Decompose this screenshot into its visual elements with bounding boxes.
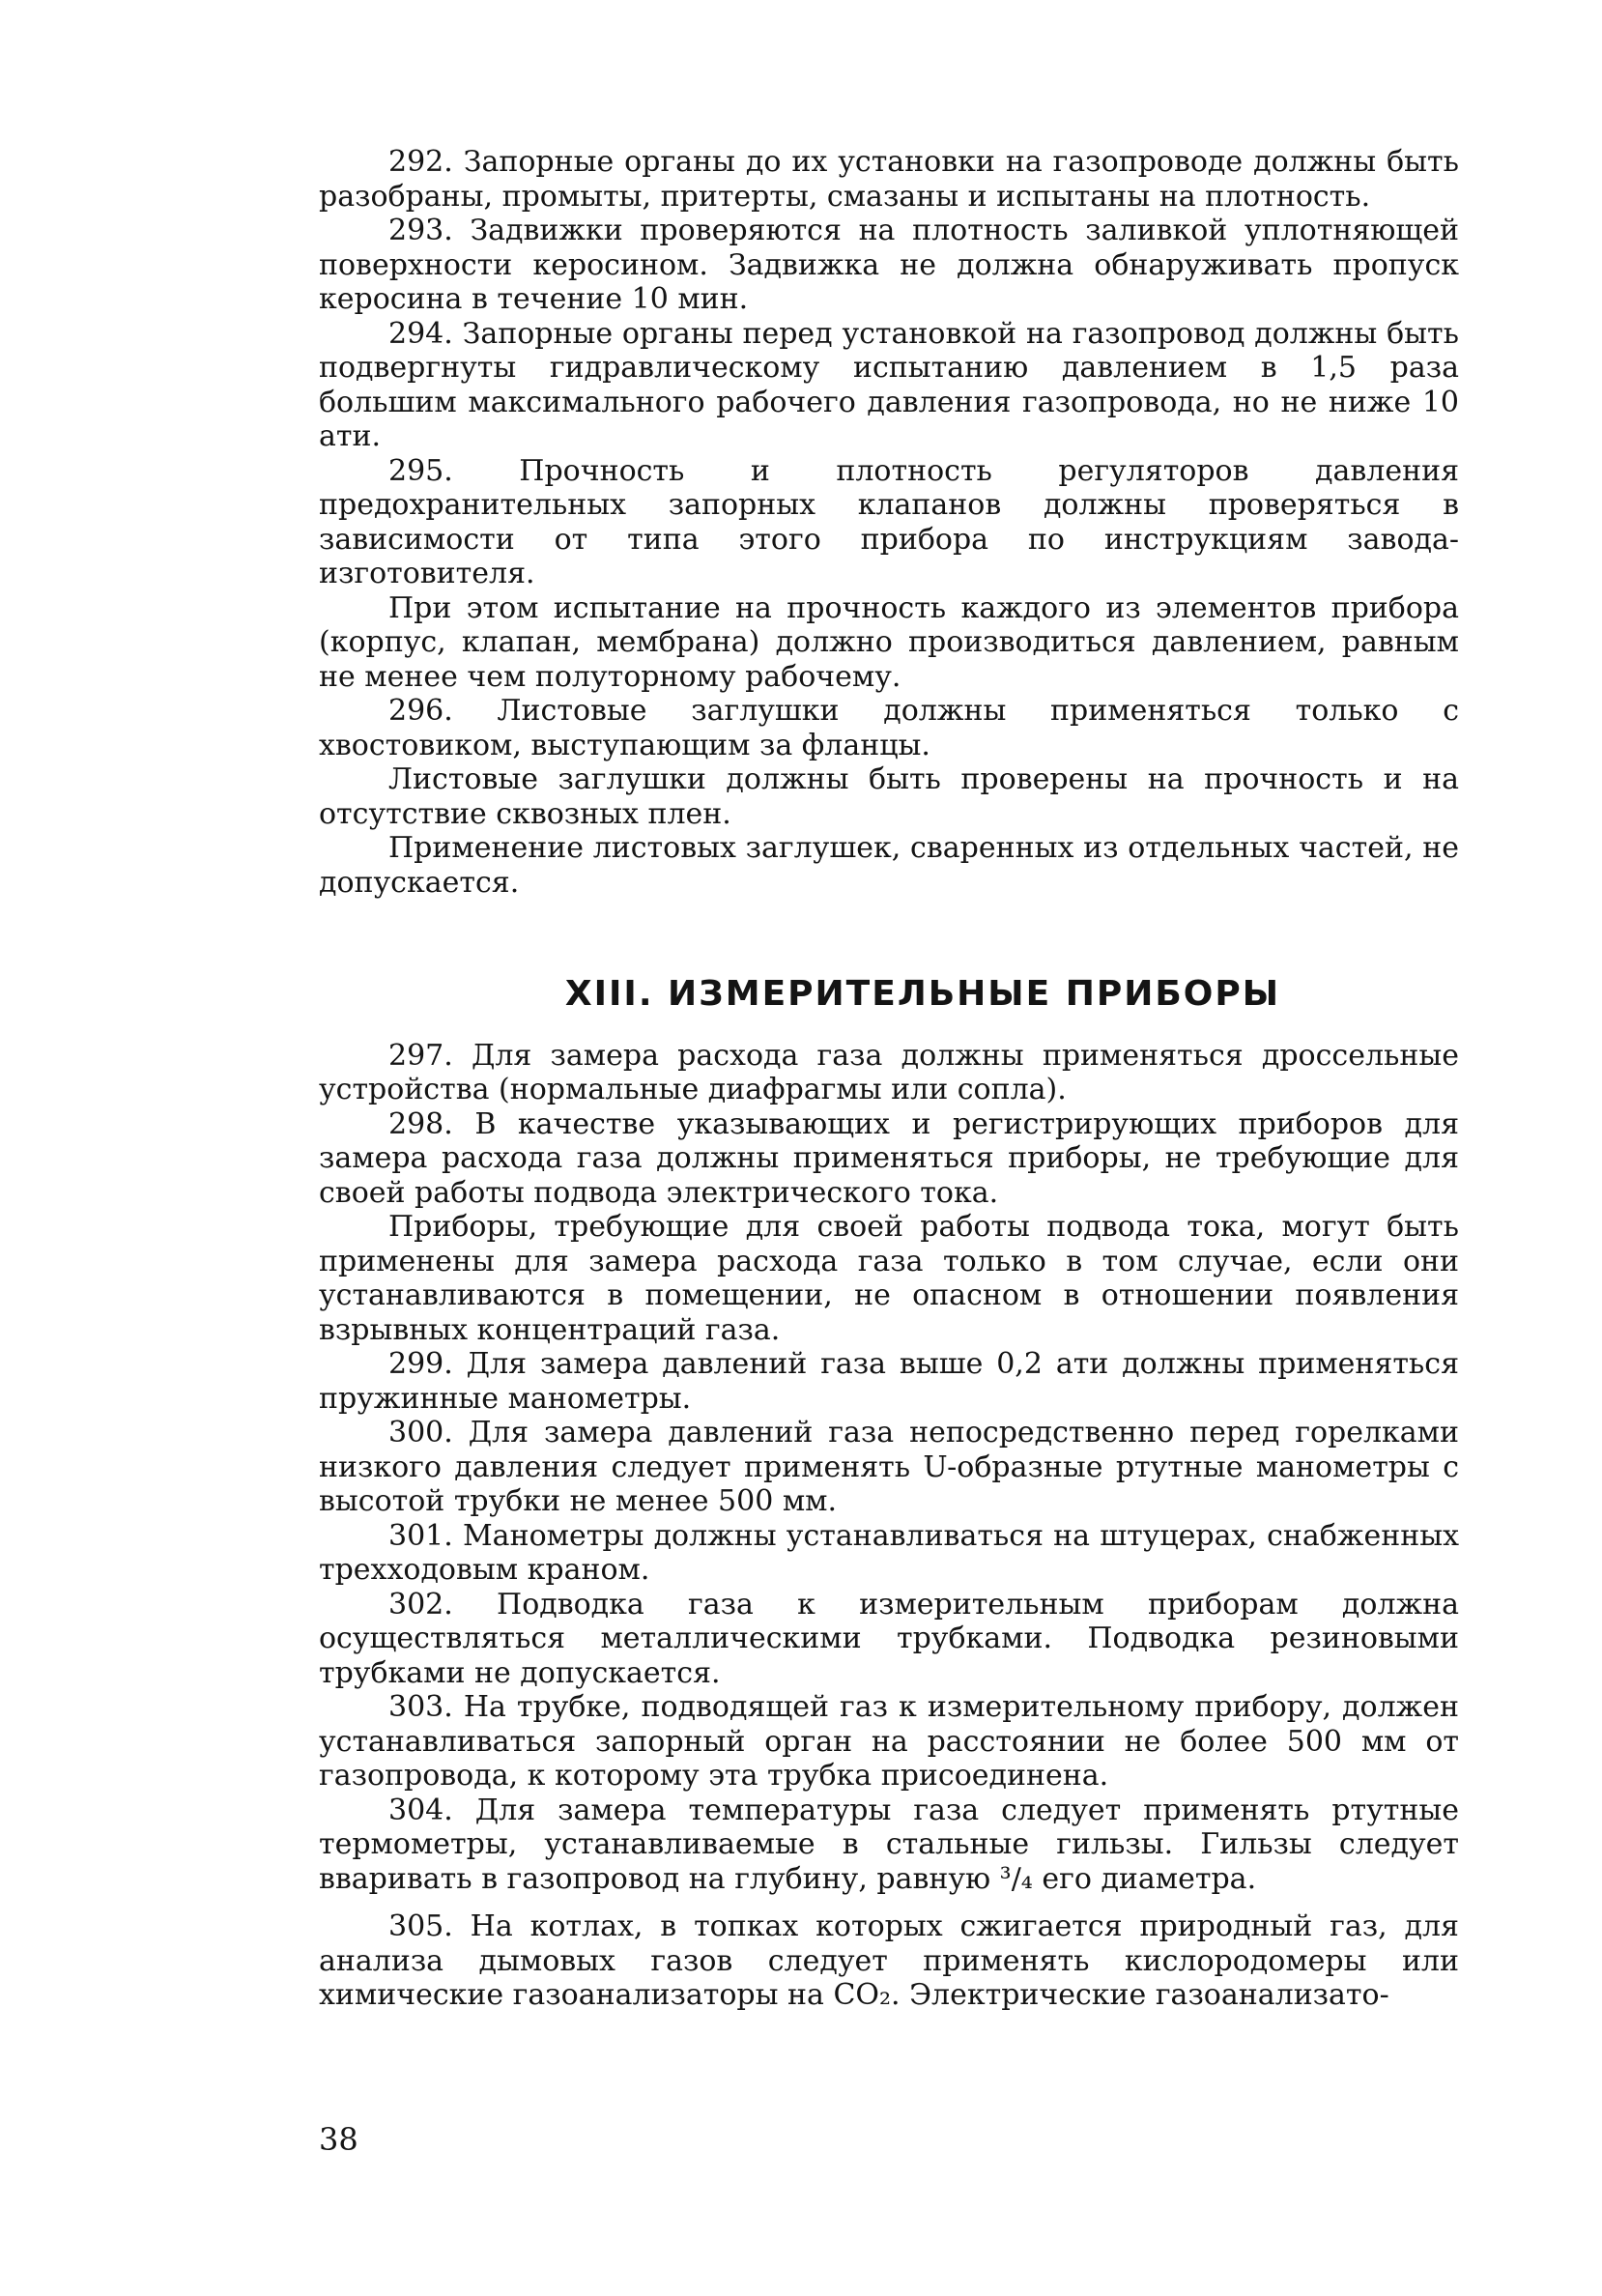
paragraph-299: 299. Для замера давлений газа выше 0,2 ати должны применяться пружинные манометры.: [319, 1347, 1459, 1416]
paragraph-296: 296. Листовые заглушки должны применяться только с хвостовиком, выступающим за фланцы.: [319, 694, 1459, 762]
paragraph-305: 305. На котлах, в топках которых сжигается природный газ, для анализа дымовых газов следует применять кислородомеры или химические газоанализаторы на CO₂. Электрические газоанализато-: [319, 1909, 1459, 2012]
paragraph-304: 304. Для замера температуры газа следует применять ртутные термометры, устанавливаемые в стальные гильзы. Гильзы следует вваривать в газопровод на глубину, равную ³/₄ его диаметра.: [319, 1793, 1459, 1896]
paragraph-302: 302. Подводка газа к измерительным приборам должна осуществляться металлическими трубками. Подводка резиновыми трубками не допускается.: [319, 1587, 1459, 1690]
paragraph-296-c: Применение листовых заглушек, сваренных из отдельных частей, не допускается.: [319, 831, 1459, 900]
paragraph-295: 295. Прочность и плотность регуляторов давления предохранительных запорных клапанов должны проверяться в зависимости от типа этого прибора по инструкциям завода-изготовителя.: [319, 453, 1459, 590]
paragraph-296-b: Листовые заглушки должны быть проверены на прочность и на отсутствие сквозных плен.: [319, 762, 1459, 831]
paragraph-303: 303. На трубке, подводящей газ к измерительному прибору, должен устанавливаться запорный орган на расстоянии не более 500 мм от газопровода, к которому эта трубка присоединена.: [319, 1690, 1459, 1793]
paragraph-292: 292. Запорные органы до их установки на газопроводе должны быть разобраны, промыты, притерты, смазаны и испытаны на плотность.: [319, 145, 1459, 214]
document-page: [319, 145, 1459, 2013]
paragraph-293: 293. Задвижки проверяются на плотность заливкой уплотняющей поверхности керосином. Задвижка не должна обнаруживать пропуск керосина в течение 10 мин.: [319, 214, 1459, 316]
paragraph-298: 298. В качестве указывающих и регистрирующих приборов для замера расхода газа должны применяться приборы, не требующие для своей работы подвода электрического тока.: [319, 1106, 1459, 1210]
paragraph-297: 297. Для замера расхода газа должны применяться дроссельные устройства (нормальные диафрагмы или сопла).: [319, 1038, 1459, 1106]
paragraph-295-continued: При этом испытание на прочность каждого из элементов прибора (корпус, клапан, мембрана) должно производиться давлением, равным не менее чем полуторному рабочему.: [319, 590, 1459, 694]
paragraph-300: 300. Для замера давлений газа непосредственно перед горелками низкого давления следует применять U-образные ртутные манометры с высотой трубки не менее 500 мм.: [319, 1416, 1459, 1518]
page-number: 38: [319, 2121, 358, 2158]
section-heading: XIII. ИЗМЕРИТЕЛЬНЫЕ ПРИБОРЫ: [564, 974, 1281, 1014]
paragraph-298-continued: Приборы, требующие для своей работы подвода тока, могут быть применены для замера расхода газа только в том случае, если они устанавливаются в помещении, не опасном в отношении появления взрывных концентраций газа.: [319, 1210, 1459, 1347]
paragraph-294: 294. Запорные органы перед установкой на газопровод должны быть подвергнуты гидравлическому испытанию давлением в 1,5 раза большим максимального рабочего давления газопровода, но не ниже 10 ати.: [319, 316, 1459, 453]
paragraph-301: 301. Манометры должны устанавливаться на штуцерах, снабженных трехходовым краном.: [319, 1518, 1459, 1587]
